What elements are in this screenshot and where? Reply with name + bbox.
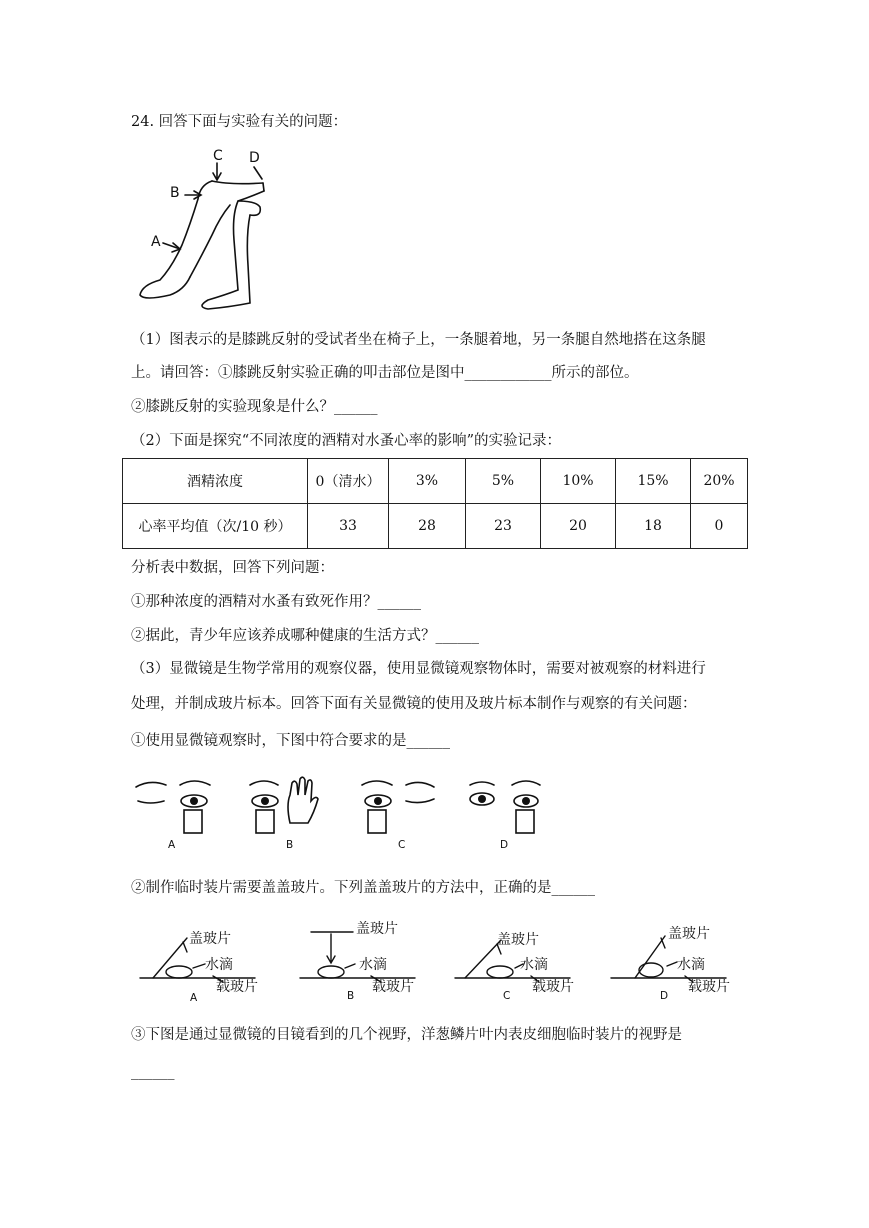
p3-line1: （3）显微镜是生物学常用的观察仪器，使用显微镜观察物体时，需要对被观察的材料进行 xyxy=(131,661,706,677)
table-cell: 18 xyxy=(616,504,691,549)
slide-caption-a: A xyxy=(190,992,198,1004)
table-cell: 0 xyxy=(691,504,748,549)
slide-label-slide-c: 载玻片 xyxy=(532,979,574,995)
table-cell: 酒精浓度 xyxy=(123,459,308,504)
p3-line4: ②制作临时装片需要盖盖玻片。下列盖盖玻片的方法中，正确的是______ xyxy=(131,880,595,896)
p2-line2: 分析表中数据，回答下列问题： xyxy=(131,560,334,576)
table-cell: 3% xyxy=(389,459,466,504)
slide-label-cover-b: 盖玻片 xyxy=(356,921,398,937)
p3-line6: ______ xyxy=(131,1064,175,1080)
p2-line3: ①那种浓度的酒精对水蚤有致死作用？______ xyxy=(131,594,421,610)
slide-label-slide-a: 载玻片 xyxy=(216,979,258,995)
p2-line1: （2）下面是探究“不同浓度的酒精对水蚤心率的影响”的实验记录： xyxy=(131,433,562,449)
question-title: 24. 回答下面与实验有关的问题： xyxy=(131,114,348,130)
p3-line3: ①使用显微镜观察时，下图中符合要求的是______ xyxy=(131,733,450,749)
slide-label-drop-c: 水滴 xyxy=(520,957,548,973)
p1-line2: 上。请回答：①膝跳反射实验正确的叩击部位是图中____________所示的部位。 xyxy=(131,365,639,381)
table-cell: 33 xyxy=(308,504,389,549)
table-row xyxy=(123,459,748,504)
label-b: B xyxy=(170,185,180,201)
table-cell: 28 xyxy=(389,504,466,549)
table-cell: 0（清水） xyxy=(308,459,389,504)
slide-label-slide-b: 载玻片 xyxy=(372,979,414,995)
eye-caption-a: A xyxy=(168,839,176,851)
slide-label-slide-d: 载玻片 xyxy=(688,979,730,995)
p3-line2: 处理，并制成玻片标本。回答下面有关显微镜的使用及玻片标本制作与观察的有关问题： xyxy=(131,696,697,712)
slide-label-cover-d: 盖玻片 xyxy=(668,926,710,942)
alcohol-heart-rate-table xyxy=(122,458,748,549)
slide-label-drop-b: 水滴 xyxy=(359,957,387,973)
p3-line5: ③下图是通过显微镜的目镜看到的几个视野，洋葱鳞片叶内表皮细胞临时装片的视野是 xyxy=(131,1027,682,1043)
slide-label-cover-c: 盖玻片 xyxy=(497,932,539,948)
table-cell: 心率平均值（次/10 秒） xyxy=(123,504,308,549)
eye-caption-c: C xyxy=(398,839,406,851)
slide-caption-b: B xyxy=(347,990,355,1002)
table-cell: 5% xyxy=(466,459,541,504)
knee-reflex-figure xyxy=(130,145,280,320)
table-cell: 10% xyxy=(541,459,616,504)
label-c: C xyxy=(213,148,223,164)
slide-label-drop-d: 水滴 xyxy=(677,957,705,973)
p1-line3: ②膝跳反射的实验现象是什么？______ xyxy=(131,399,378,415)
p1-line1: （1）图表示的是膝跳反射的受试者坐在椅子上，一条腿着地，另一条腿自然地搭在这条腿 xyxy=(131,332,706,348)
slide-label-drop-a: 水滴 xyxy=(205,957,233,973)
table-row xyxy=(123,504,748,549)
eye-caption-b: B xyxy=(286,839,294,851)
table-cell: 23 xyxy=(466,504,541,549)
slide-caption-d: D xyxy=(660,990,669,1002)
microscope-eye-figure xyxy=(130,775,550,835)
p2-line4: ②据此，青少年应该养成哪种健康的生活方式？______ xyxy=(131,628,479,644)
slide-label-cover-a: 盖玻片 xyxy=(189,931,231,947)
table-cell: 20% xyxy=(691,459,748,504)
table-cell: 15% xyxy=(616,459,691,504)
table-cell: 20 xyxy=(541,504,616,549)
label-a: A xyxy=(151,234,161,250)
slide-caption-c: C xyxy=(503,990,511,1002)
label-d: D xyxy=(249,150,260,166)
eye-caption-d: D xyxy=(500,839,509,851)
